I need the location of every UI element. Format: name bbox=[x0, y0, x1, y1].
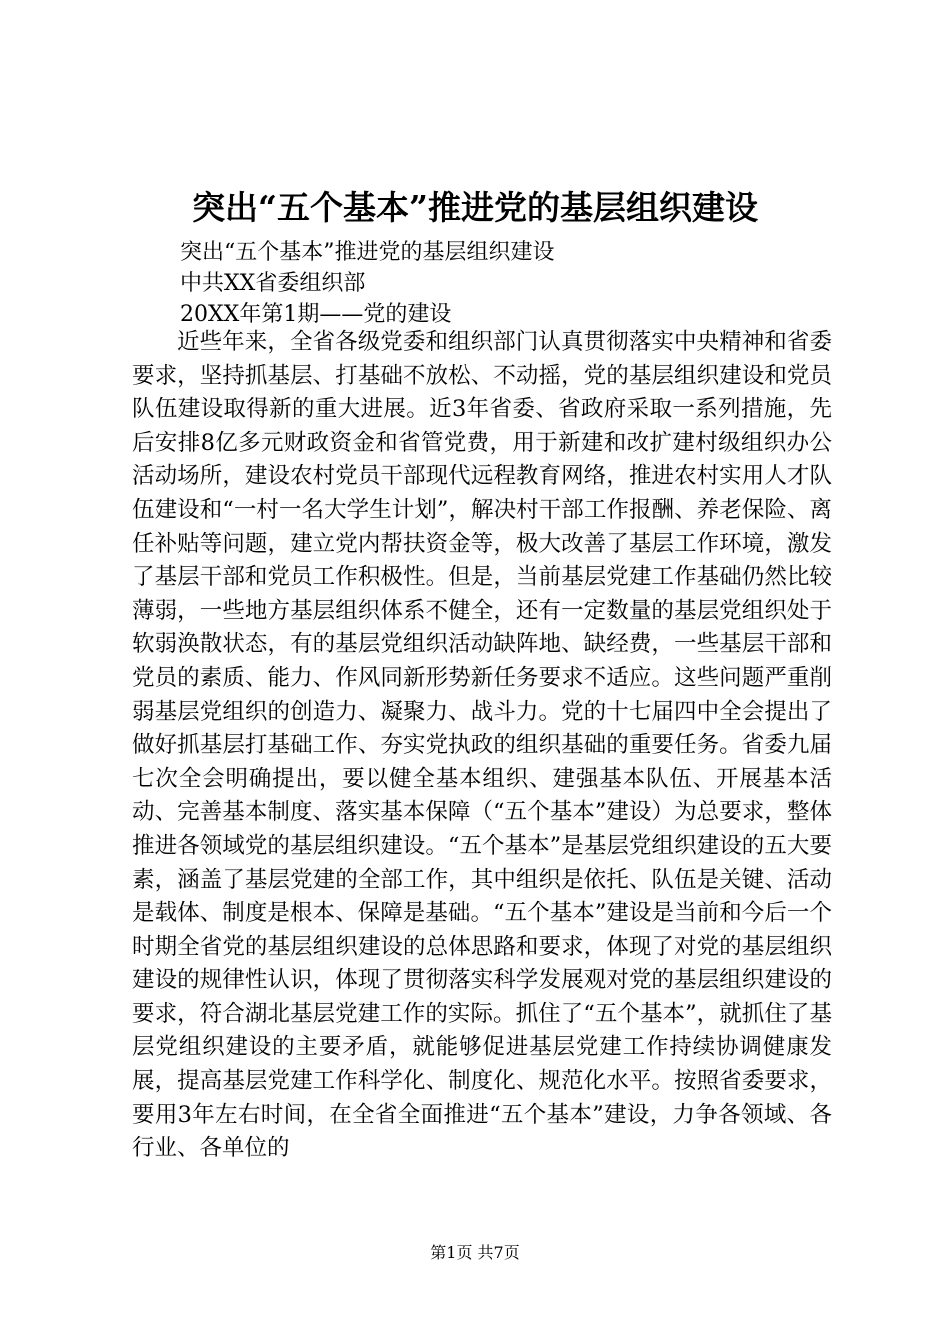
page-number-footer: 第1页 共7页 bbox=[430, 1243, 520, 1262]
document-subtitle: 突出“五个基本”推进党的基层组织建设 bbox=[180, 240, 555, 265]
body-paragraph: 近些年来，全省各级党委和组织部门认真贯彻落实中央精神和省委要求，坚持抓基层、打基础不放松、不动摇，党的基层组织建设和党员队伍建设取得新的重大进展。近3年省委、省政府采取一系列措施，先后安排8亿多元财政资金和省管党费，用于新建和改扩建村级组织办公活动场所，建设农村党员干部现代远程教育网络，推进农村实用人才队伍建设和“一村一名大学生计划”，解决村干部工作报酬、养老保险、离任补贴等问题，建立党内帮扶资金等，极大改善了基层工作环境，激发了基层干部和党员工作积极性。但是，当前基层党建工作基础仍然比较薄弱，一些地方基层组织体系不健全，还有一定数量的基层党组织处于软弱涣散状态，有的基层党组织活动缺阵地、缺经费，一些基层干部和党员的素质、能力、作风同新形势新任务要求不适应。这些问题严重削弱基层党组织的创造力、凝聚力、战斗力。党的十七届四中全会提出了做好抓基层打基础工作、夯实党执政的组织基础的重要任务。省委九届七次全会明确提出，要以健全基本组织、建强基本队伍、开展基本活动、完善基本制度、落实基本保障（“五个基本”建设）为总要求，整体推进各领域党的基层组织建设。“五个基本”是基层党组织建设的五大要素，涵盖了基层党建的全部工作，其中组织是依托、队伍是关键、活动是载体、制度是根本、保障是基础。“五个基本”建设是当前和今后一个时期全省党的基层组织建设的总体思路和要求，体现了对党的基层组织建设的规律性认识，体现了贯彻落实科学发展观对党的基层组织建设的要求，符合湖北基层党建工作的实际。抓住了“五个基本”，就抓住了基层党组织建设的主要矛盾，就能够促进基层党建工作持续协调健康发展，提高基层党建工作科学化、制度化、规范化水平。按照省委要求，要用3年左右时间，在全省全面推进“五个基本”建设，力争各领域、各行业、各单位的 bbox=[132, 329, 832, 1162]
document-author: 中共XX省委组织部 bbox=[180, 271, 366, 296]
document-title: 突出“五个基本”推进党的基层组织建设 bbox=[192, 188, 758, 227]
document-source: 20XX年第1期——党的建设 bbox=[180, 302, 452, 327]
